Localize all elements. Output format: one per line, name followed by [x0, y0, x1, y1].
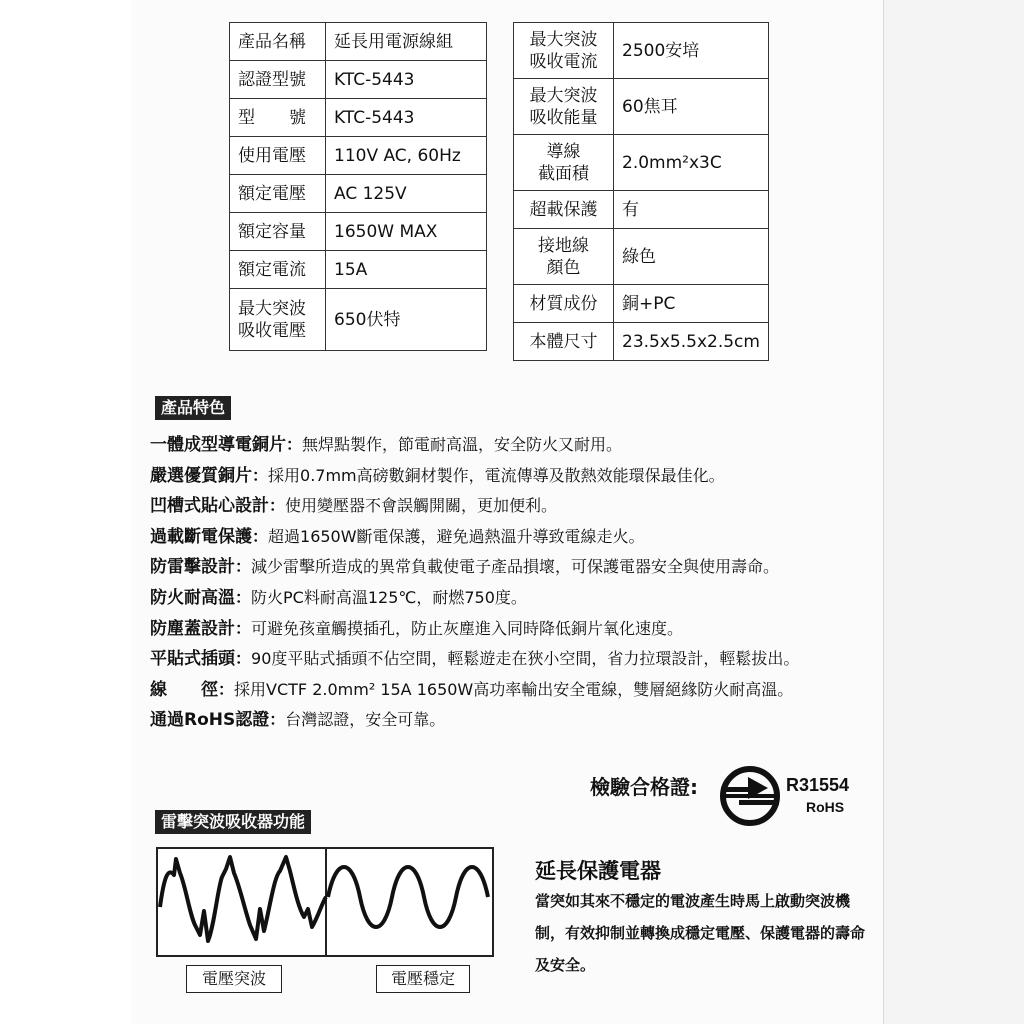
spec-value: KTC-5443 — [326, 61, 487, 99]
spec-label: 額定容量 — [230, 213, 326, 251]
spec_right-row — [514, 285, 769, 323]
spec-label: 本體尺寸 — [514, 323, 614, 361]
feature-colon: ： — [252, 465, 269, 485]
feature-text: 減少雷擊所造成的異常負載使電子產品損壞，可保護電器安全與使用壽命。 — [251, 557, 780, 577]
spec-label: 型 號 — [230, 99, 326, 137]
feature-item — [150, 705, 890, 736]
cert-label: 檢驗合格證: — [590, 775, 698, 799]
spec_right-row — [514, 79, 769, 135]
spec-label: 接地線 顏色 — [514, 229, 614, 285]
protect-description: 當突如其來不穩定的電波產生時馬上啟動突波機制，有效抑制並轉換成穩定電壓、保護電器的壽命及安全。 — [535, 892, 866, 974]
spec-table-right — [513, 22, 769, 361]
spec-label: 材質成份 — [514, 285, 614, 323]
spec_right-row — [514, 229, 769, 285]
feature-colon: ： — [286, 435, 303, 454]
spec-label: 最大突波 吸收能量 — [514, 79, 614, 135]
spec-value: 15A — [326, 251, 487, 289]
feature-item — [150, 461, 890, 492]
feature-colon: ： — [218, 679, 235, 699]
feature-title: 凹槽式貼心設計 — [150, 496, 269, 517]
stable-caption: 電壓穩定 — [376, 965, 470, 993]
rohs-label: RoHS — [806, 799, 845, 815]
spec-value: 650伏特 — [326, 289, 487, 351]
protect-title: 延長保護電器 — [535, 859, 661, 883]
spec-value: AC 125V — [326, 175, 487, 213]
feature-title: 防火耐高溫 — [150, 587, 235, 608]
spec-value: KTC-5443 — [326, 99, 487, 137]
feature-title: 一體成型導電銅片 — [150, 435, 286, 455]
spec-value: 延長用電源線組 — [326, 23, 487, 61]
spec-label: 導線 截面積 — [514, 135, 614, 191]
feature-item — [150, 644, 890, 675]
spec-value: 1650W MAX — [326, 213, 487, 251]
bsmi-cert-icon — [718, 764, 782, 828]
cert-code: R31554 — [786, 775, 850, 795]
feature-text: 採用0.7mm高磅數銅材製作，電流傳導及散熱效能環保最佳化。 — [268, 465, 725, 485]
spec_left-row — [230, 289, 487, 351]
feature-item — [150, 491, 890, 522]
feature-item — [150, 430, 890, 461]
spec_left-row — [230, 137, 487, 175]
spec_left-row — [230, 99, 487, 137]
feature-colon: ： — [269, 710, 286, 730]
page-edge — [883, 0, 1024, 1024]
feature-colon: ： — [235, 618, 252, 638]
feature-title: 平貼式插頭 — [150, 649, 235, 670]
spec_right-row — [514, 23, 769, 79]
spec-label: 超載保護 — [514, 191, 614, 229]
spec_right-row — [514, 191, 769, 229]
feature-text: 防火PC料耐高溫125℃，耐燃750度。 — [251, 587, 527, 607]
spec-label: 最大突波 吸收電流 — [514, 23, 614, 79]
feature-item — [150, 522, 890, 553]
spec-label: 使用電壓 — [230, 137, 326, 175]
features-heading: 產品特色 — [155, 396, 231, 420]
feature-text: 無焊點製作，節電耐高溫，安全防火又耐用。 — [302, 435, 623, 454]
feature-item — [150, 675, 890, 706]
feature-colon: ： — [235, 587, 252, 607]
spec-value: 有 — [614, 191, 769, 229]
feature-colon: ： — [235, 649, 252, 669]
spec_right-row — [514, 135, 769, 191]
spec-label: 最大突波 吸收電壓 — [230, 289, 326, 351]
spec-value: 2.0mm²x3C — [614, 135, 769, 191]
feature-item — [150, 583, 890, 614]
spec_left-row — [230, 175, 487, 213]
features-list — [150, 430, 890, 736]
spec-value: 2500安培 — [614, 23, 769, 79]
feature-text: 使用變壓器不會誤觸開關，更加便利。 — [285, 496, 558, 516]
feature-title: 線 徑 — [150, 679, 218, 700]
feature-text: 採用VCTF 2.0mm² 15A 1650W高功率輸出安全電線，雙層絕緣防火耐高溫。 — [234, 679, 794, 699]
spec-table-left — [229, 22, 487, 351]
spec_left-row — [230, 251, 487, 289]
feature-text: 90度平貼式插頭不佔空間，輕鬆遊走在狹小空間，省力拉環設計，輕鬆拔出。 — [251, 649, 800, 669]
spec_right-row — [514, 323, 769, 361]
spec-label: 額定電流 — [230, 251, 326, 289]
feature-text: 超過1650W斷電保護，避免過熱溫升導致電線走火。 — [268, 526, 645, 546]
feature-title: 通過RoHS認證 — [150, 710, 270, 731]
feature-item — [150, 552, 890, 583]
feature-colon: ： — [235, 557, 252, 577]
spec_left-row — [230, 213, 487, 251]
feature-text: 可避免孩童觸摸插孔，防止灰塵進入同時降低銅片氧化速度。 — [251, 618, 684, 638]
spec-value: 銅+PC — [614, 285, 769, 323]
feature-title: 嚴選優質銅片 — [150, 465, 252, 486]
wave-diagram — [156, 847, 494, 957]
spec-label: 額定電壓 — [230, 175, 326, 213]
feature-title: 過載斷電保護 — [150, 526, 252, 547]
feature-text: 台灣認證，安全可靠。 — [285, 710, 446, 730]
spec-value: 60焦耳 — [614, 79, 769, 135]
spec-value: 綠色 — [614, 229, 769, 285]
wave-heading: 雷擊突波吸收器功能 — [155, 810, 311, 834]
feature-colon: ： — [269, 496, 286, 516]
spec_left-row — [230, 23, 487, 61]
surge-caption: 電壓突波 — [186, 965, 282, 993]
spec-label: 產品名稱 — [230, 23, 326, 61]
feature-title: 防雷擊設計 — [150, 557, 235, 578]
feature-item — [150, 614, 890, 645]
feature-title: 防塵蓋設計 — [150, 618, 235, 639]
feature-colon: ： — [252, 526, 269, 546]
spec_left-row — [230, 61, 487, 99]
spec-value: 110V AC, 60Hz — [326, 137, 487, 175]
spec-value: 23.5x5.5x2.5cm — [614, 323, 769, 361]
spec-label: 認證型號 — [230, 61, 326, 99]
